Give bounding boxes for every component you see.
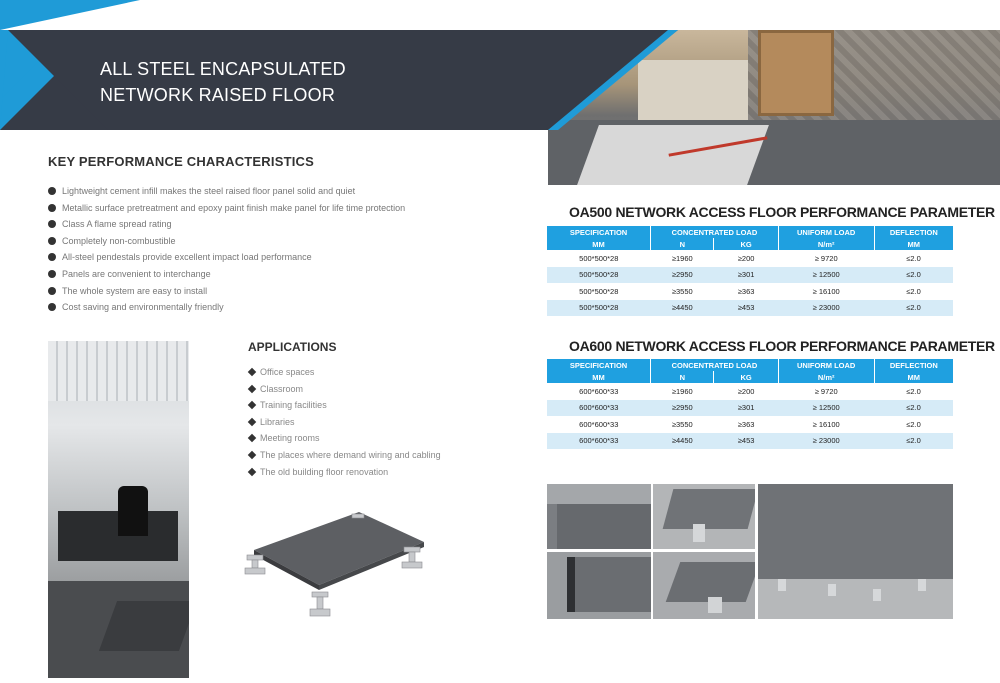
oa500-table: [547, 226, 953, 316]
list-item: Libraries: [248, 415, 441, 432]
table-cell: ≥ 23000: [778, 300, 874, 317]
oa600-table-title: OA600 NETWORK ACCESS FLOOR PERFORMANCE PARAMETER: [569, 338, 995, 354]
list-item: Training facilities: [248, 398, 441, 415]
table-cell: ≤2.0: [874, 300, 953, 317]
unit-header: N/m²: [778, 371, 874, 383]
key-performance-title: KEY PERFORMANCE CHARACTERISTICS: [48, 154, 314, 169]
table-cell: ≥ 9720: [778, 383, 874, 400]
page-title: [100, 56, 346, 108]
oa500-table-title: OA500 NETWORK ACCESS FLOOR PERFORMANCE PARAMETER: [569, 204, 995, 220]
applications-title: APPLICATIONS: [248, 340, 337, 354]
table-cell: ≥363: [714, 416, 778, 433]
table-cell: ≥1960: [651, 383, 714, 400]
bullet-diamond-icon: [248, 368, 256, 376]
table-cell: ≥453: [714, 433, 778, 450]
bullet-dot-icon: [48, 237, 56, 245]
applications-list: [248, 365, 441, 481]
list-item: Office spaces: [248, 365, 441, 382]
table-unit-row: [547, 371, 953, 383]
column-header: DEFLECTION: [874, 226, 953, 238]
table-header-row: [547, 359, 953, 371]
table-cell: ≥1960: [651, 250, 714, 267]
table-cell: ≥ 16100: [778, 416, 874, 433]
panel-edge-photo-2: [547, 552, 651, 619]
installed-floor-photo: [758, 484, 953, 619]
bullet-diamond-icon: [248, 384, 256, 392]
table-cell: ≥2950: [651, 267, 714, 284]
table-row: [547, 267, 953, 284]
list-item: Metallic surface pretreatment and epoxy paint finish make panel for life time protection: [48, 200, 405, 217]
table-cell: ≥200: [714, 383, 778, 400]
bullet-diamond-icon: [248, 418, 256, 426]
column-header: CONCENTRATED LOAD: [651, 226, 779, 238]
table-cell: ≤2.0: [874, 416, 953, 433]
bullet-dot-icon: [48, 270, 56, 278]
table-cell: 600*600*33: [547, 383, 651, 400]
table-cell: ≥4450: [651, 433, 714, 450]
table-cell: 500*500*28: [547, 250, 651, 267]
table-row: [547, 300, 953, 317]
photo-corner-triangle: [548, 30, 688, 130]
bullet-dot-icon: [48, 187, 56, 195]
table-cell: 500*500*28: [547, 283, 651, 300]
table-cell: ≤2.0: [874, 250, 953, 267]
unit-header: MM: [547, 371, 651, 383]
unit-header: N/m²: [778, 238, 874, 250]
column-header: SPECIFICATION: [547, 359, 651, 371]
list-item: Class A flame spread rating: [48, 216, 405, 233]
title-line-2: NETWORK RAISED FLOOR: [100, 85, 336, 105]
table-header-row: [547, 226, 953, 238]
list-item: All-steel pendestals provide excellent impact load performance: [48, 249, 405, 266]
bullet-dot-icon: [48, 204, 56, 212]
table-row: [547, 416, 953, 433]
list-item: Cost saving and environmentally friendly: [48, 299, 405, 316]
table-row: [547, 250, 953, 267]
table-cell: ≥ 9720: [778, 250, 874, 267]
table-row: [547, 433, 953, 450]
list-item: Meeting rooms: [248, 431, 441, 448]
unit-header: MM: [874, 371, 953, 383]
bullet-diamond-icon: [248, 434, 256, 442]
table-cell: ≥453: [714, 300, 778, 317]
table-cell: ≤2.0: [874, 433, 953, 450]
table-cell: ≥301: [714, 400, 778, 417]
table-row: [547, 383, 953, 400]
bullet-dot-icon: [48, 220, 56, 228]
table-row: [547, 400, 953, 417]
title-line-1: ALL STEEL ENCAPSULATED: [100, 59, 346, 79]
list-item: Completely non-combustible: [48, 233, 405, 250]
table-cell: 600*600*33: [547, 400, 651, 417]
oa600-table: [547, 359, 953, 449]
column-header: DEFLECTION: [874, 359, 953, 371]
unit-header: MM: [874, 238, 953, 250]
list-item: The old building floor renovation: [248, 465, 441, 482]
panel-edge-photo-1: [547, 484, 651, 549]
bullet-diamond-icon: [248, 451, 256, 459]
table-row: [547, 283, 953, 300]
accent-triangle-top: [0, 0, 140, 30]
table-cell: 500*500*28: [547, 300, 651, 317]
table-cell: 600*600*33: [547, 433, 651, 450]
table-cell: 600*600*33: [547, 416, 651, 433]
table-cell: ≤2.0: [874, 283, 953, 300]
list-item: The whole system are easy to install: [48, 283, 405, 300]
column-header: UNIFORM LOAD: [778, 226, 874, 238]
bullet-dot-icon: [48, 253, 56, 261]
unit-header: KG: [714, 238, 778, 250]
column-header: CONCENTRATED LOAD: [651, 359, 779, 371]
table-cell: ≤2.0: [874, 267, 953, 284]
key-performance-list: [48, 183, 405, 316]
column-header: UNIFORM LOAD: [778, 359, 874, 371]
bullet-diamond-icon: [248, 401, 256, 409]
table-cell: ≤2.0: [874, 383, 953, 400]
table-cell: ≥ 23000: [778, 433, 874, 450]
table-cell: ≤2.0: [874, 400, 953, 417]
table-cell: ≥301: [714, 267, 778, 284]
table-cell: ≥363: [714, 283, 778, 300]
table-cell: ≥3550: [651, 283, 714, 300]
list-item: The places where demand wiring and cabling: [248, 448, 441, 465]
unit-header: N: [651, 238, 714, 250]
bullet-dot-icon: [48, 303, 56, 311]
bullet-diamond-icon: [248, 467, 256, 475]
unit-header: N: [651, 371, 714, 383]
table-cell: 500*500*28: [547, 267, 651, 284]
column-header: SPECIFICATION: [547, 226, 651, 238]
table-cell: ≥ 12500: [778, 267, 874, 284]
panel-pedestal-photo-1: [653, 484, 755, 549]
floor-panel-render: [244, 500, 429, 625]
office-interior-photo: [48, 341, 189, 678]
table-cell: ≥4450: [651, 300, 714, 317]
panel-pedestal-photo-2: [653, 552, 755, 619]
table-cell: ≥ 12500: [778, 400, 874, 417]
list-item: Classroom: [248, 382, 441, 399]
list-item: Panels are convenient to interchange: [48, 266, 405, 283]
unit-header: MM: [547, 238, 651, 250]
list-item: Lightweight cement infill makes the steel raised floor panel solid and quiet: [48, 183, 405, 200]
table-cell: ≥3550: [651, 416, 714, 433]
table-cell: ≥200: [714, 250, 778, 267]
bullet-dot-icon: [48, 287, 56, 295]
table-cell: ≥ 16100: [778, 283, 874, 300]
table-unit-row: [547, 238, 953, 250]
table-cell: ≥2950: [651, 400, 714, 417]
unit-header: KG: [714, 371, 778, 383]
